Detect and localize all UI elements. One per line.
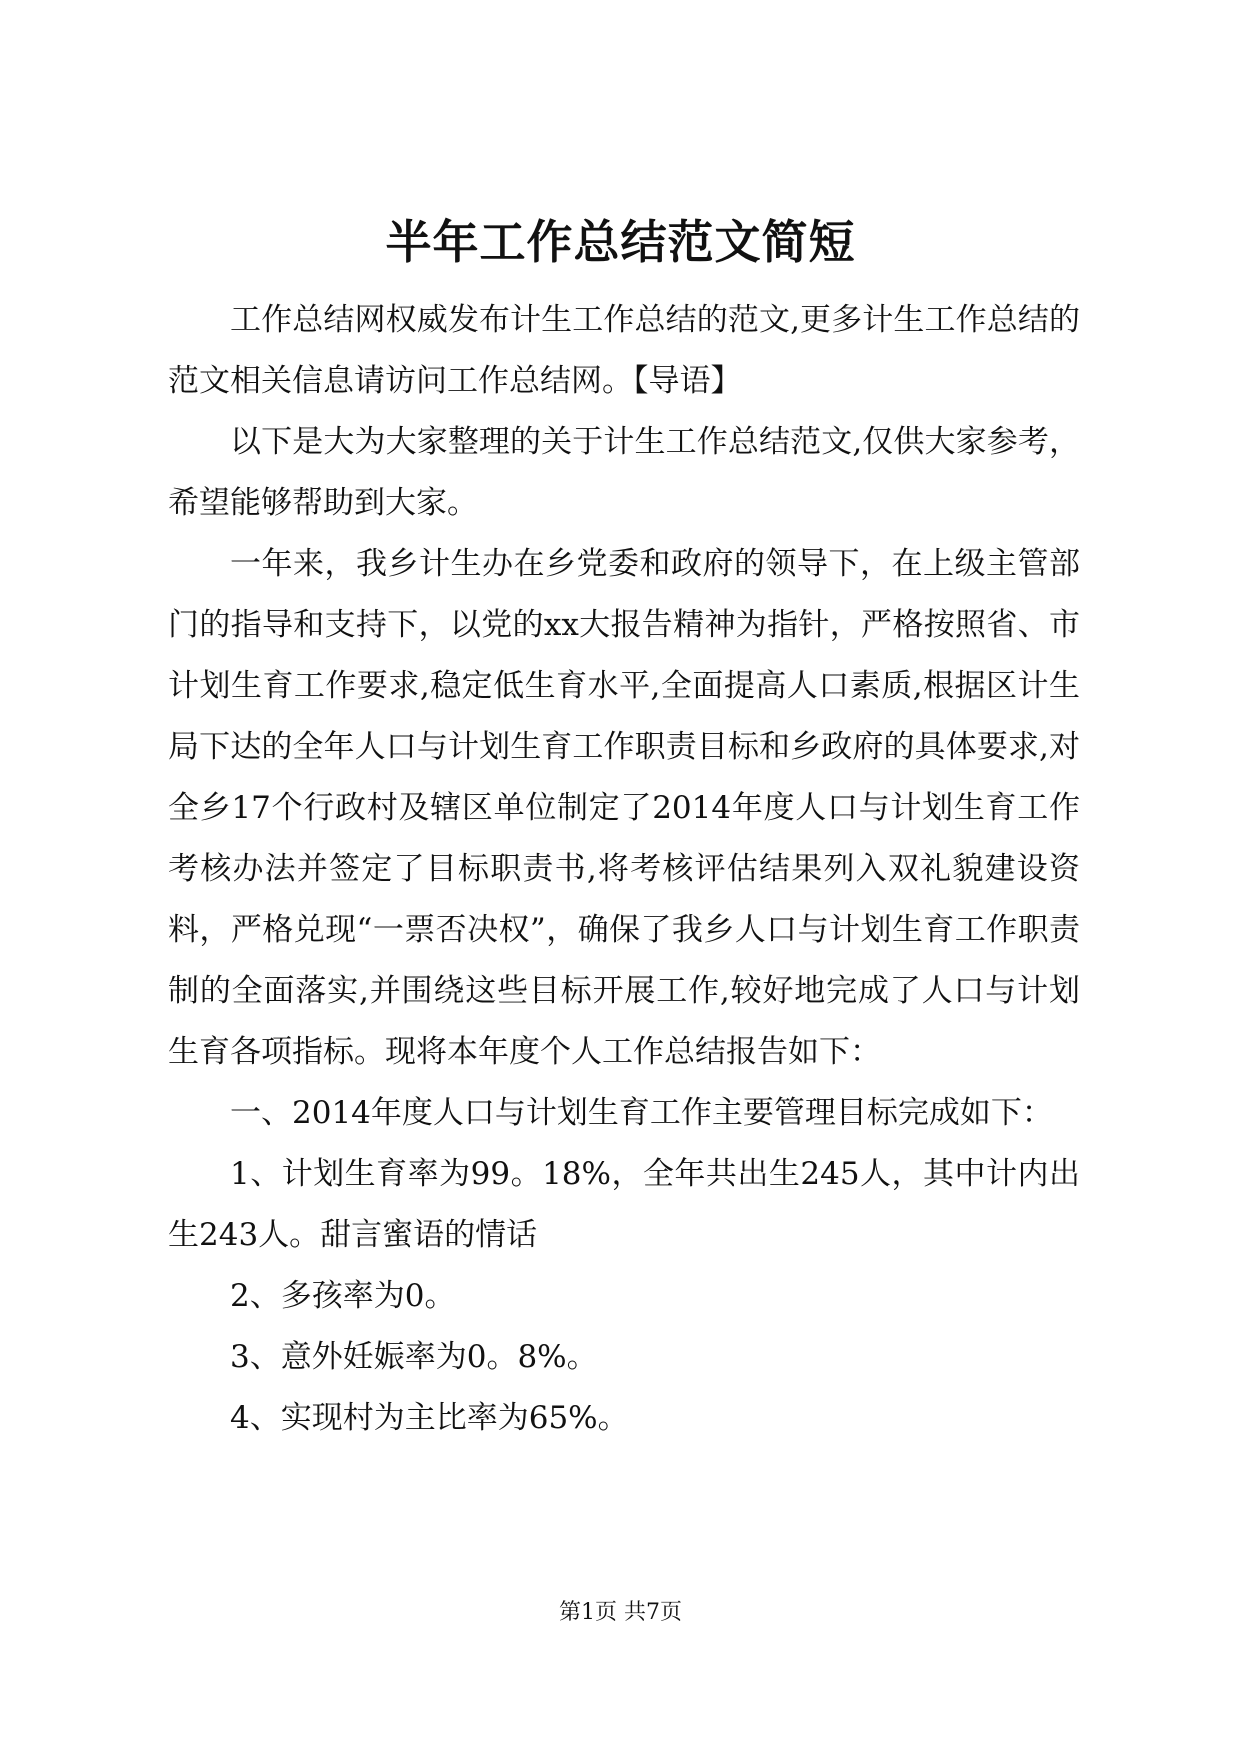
document-body [168,290,1080,1449]
paragraph-item-2: 2、多孩率为0。 [230,1278,456,1314]
paragraph-summary: 一年来，我乡计生办在乡党委和政府的领导下，在上级主管部门的指导和支持下，以党的xx大报告精神为指针，严格按照省、市计划生育工作要求,稳定低生育水平,全面提高人口素质,根据区计生局下达的全年人口与计划生育工作职责目标和乡政府的具体要求,对全乡17个行政村及辖区单位制定了2014年度人口与计划生育工作考核办法并签定了目标职责书,将考核评估结果列入双礼貌建设资料，严格兑现“一票否决权”，确保了我乡人口与计划生育工作职责制的全面落实,并围绕这些目标开展工作,较好地完成了人口与计划生育各项指标。现将本年度个人工作总结报告如下： [168,546,1080,1070]
paragraph-item-3: 3、意外妊娠率为0。8%。 [230,1339,598,1375]
paragraph-intro: 工作总结网权威发布计生工作总结的范文,更多计生工作总结的范文相关信息请访问工作总结网。【导语】 [168,302,1080,399]
document-title: 半年工作总结范文简短 [385,215,856,269]
paragraph-section-heading: 一、2014年度人口与计划生育工作主要管理目标完成如下： [230,1095,1053,1131]
paragraph-item-4: 4、实现村为主比率为65%。 [230,1400,629,1436]
paragraph-guide: 以下是大为大家整理的关于计生工作总结范文,仅供大家参考，希望能够帮助到大家。 [168,424,1080,521]
page-number-footer: 第1页 共7页 [559,1600,682,1625]
paragraph-item-1: 1、计划生育率为99。18%，全年共出生245人，其中计内出生243人。甜言蜜语的情话 [168,1156,1080,1253]
